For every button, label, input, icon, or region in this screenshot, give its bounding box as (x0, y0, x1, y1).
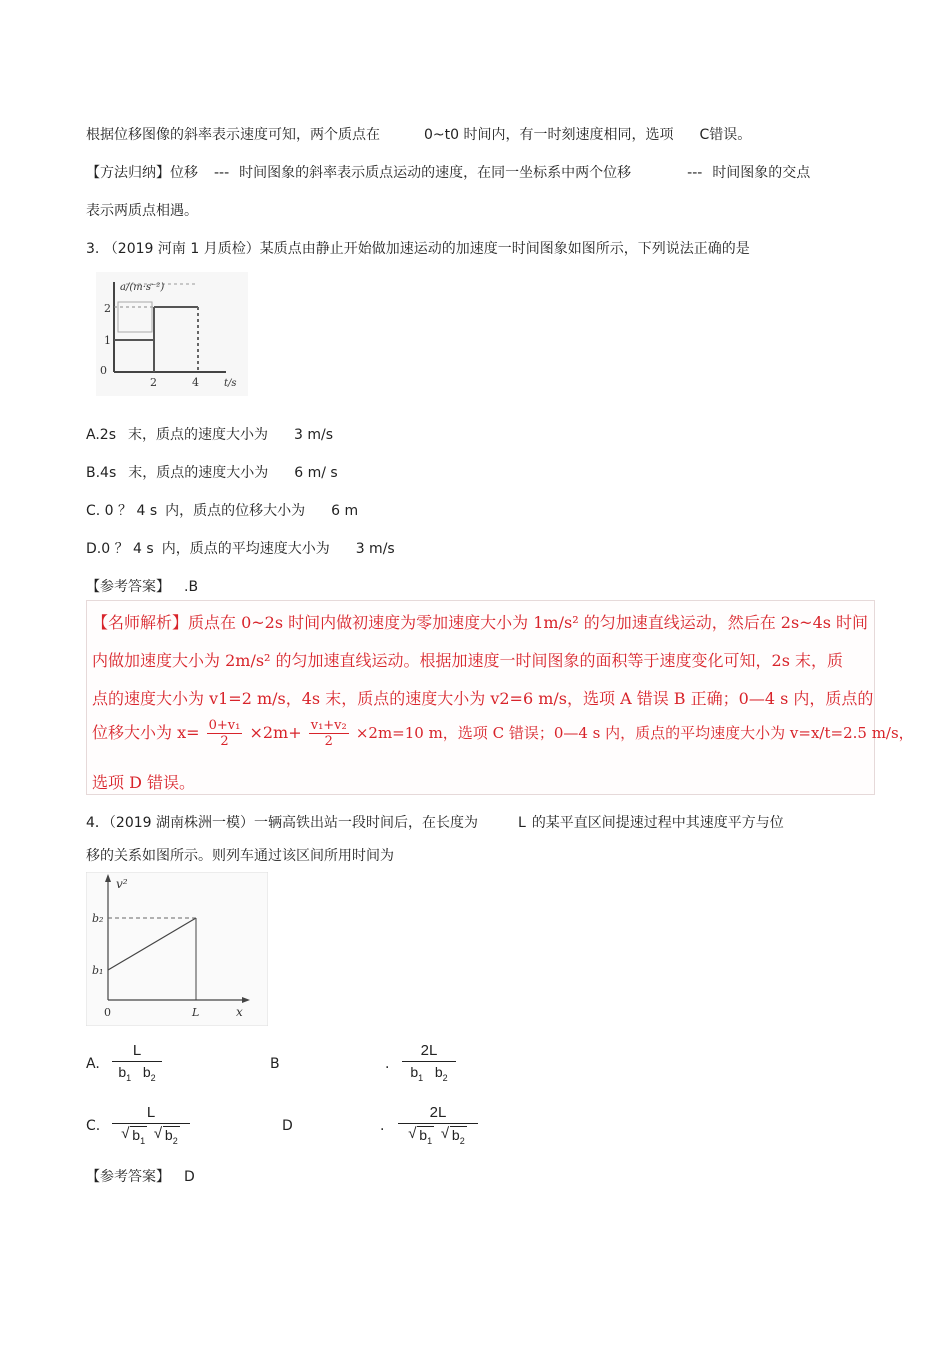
answer-line (86, 1166, 195, 1186)
answer-value: .B (184, 579, 199, 595)
text-segment: --- (214, 165, 230, 181)
option-b-fraction[interactable] (402, 1042, 456, 1083)
option-text: 内，质点的平均速度大小为 (161, 541, 330, 557)
option-value: 6 m (331, 503, 359, 519)
analysis-line (92, 718, 914, 749)
fraction-denominator: 2 (220, 734, 229, 749)
fraction (309, 718, 349, 749)
x-tick-label: 2 (150, 376, 157, 389)
option-label: A. (86, 1056, 100, 1072)
b2-label: b₂ (92, 912, 104, 925)
symbol: b (118, 1064, 127, 1080)
text-segment: --- (687, 165, 703, 181)
symbol: b (451, 1127, 460, 1143)
b1-label: b₁ (92, 964, 104, 977)
L-label: L (192, 1006, 200, 1019)
option-a[interactable] (86, 424, 333, 444)
x-tick-label: 4 (192, 376, 199, 389)
option-label: D.0 ？ 4 s (86, 541, 154, 557)
subscript: 1 (126, 1072, 132, 1083)
option-label: A.2s (86, 427, 116, 443)
fraction-denominator (112, 1062, 162, 1083)
option-b[interactable] (270, 1056, 280, 1072)
option-value: 6 m/ s (294, 465, 338, 481)
fraction-denominator: 2 (324, 734, 333, 749)
question-4-stem (86, 812, 784, 832)
text-line (86, 124, 751, 144)
question-3-stem: 3. （2019 河南 1 月质检）某质点由静止开始做加速运动的加速度一时间图象如图所示，下列说法正确的是 (86, 241, 750, 257)
text-segment: C (699, 127, 710, 143)
text-segment: 错误。 (709, 127, 752, 143)
sqrt-symbol (163, 1126, 180, 1146)
subscript: 2 (172, 1135, 178, 1146)
subscript: 2 (442, 1072, 448, 1083)
symbol: b (132, 1127, 141, 1143)
text-segment: 时间内，有一时刻速度相同，选项 (463, 127, 674, 143)
fraction (207, 718, 243, 749)
analysis-line: 【名师解析】质点在 0~2s 时间内做初速度为零加速度大小为 1m/s² 的匀加速直线运动，然后在 2s~4s 时间 (92, 613, 869, 632)
option-d-dot: . (380, 1118, 385, 1134)
option-c[interactable] (86, 500, 358, 520)
fraction-numerator: L (112, 1042, 162, 1062)
answer-line (86, 576, 198, 596)
fraction-numerator: 2L (402, 1042, 456, 1062)
option-text: 末，质点的速度大小为 (128, 465, 269, 481)
x-axis-label: x (236, 1005, 243, 1019)
y-axis-label: a/(m·s⁻²) (120, 282, 165, 293)
analysis-line: 选项 D 错误。 (92, 773, 196, 792)
text-segment: 4．（2019 湖南株洲一模）一辆高铁出站一段时间后，在长度为 (86, 815, 478, 831)
option-c[interactable] (86, 1118, 100, 1134)
text-segment: 根据位移图像的斜率表示速度可知，两个质点在 (86, 127, 380, 143)
option-d[interactable] (86, 538, 395, 558)
y-axis-label: v² (116, 877, 128, 891)
text-segment: 时间图象的交点 (712, 165, 811, 181)
fraction-denominator (112, 1124, 190, 1146)
y-tick-label: 1 (104, 334, 111, 347)
analysis-segment: ×2m=10 m，选项 C 错误；0—4 s 内，质点的平均速度大小为 v=x/t=2.5 m/s， (355, 724, 914, 742)
x-axis-label: t/s (224, 378, 237, 389)
symbol: b (419, 1127, 428, 1143)
answer-value: D (184, 1169, 195, 1185)
option-label: B.4s (86, 465, 117, 481)
sqrt-symbol (417, 1126, 434, 1146)
subscript: 2 (150, 1072, 156, 1083)
analysis-segment: ×2m+ (249, 723, 302, 742)
fraction-denominator (402, 1062, 456, 1083)
sqrt-symbol (130, 1126, 147, 1146)
option-d[interactable] (282, 1118, 293, 1134)
text-segment: 的某平直区间提速过程中其速度平方与位 (531, 815, 784, 831)
text-segment: 时间图象的斜率表示质点运动的速度，在同一坐标系中两个位移 (239, 165, 632, 181)
option-c-fraction[interactable] (112, 1104, 190, 1146)
subscript: 1 (427, 1135, 433, 1146)
option-label: C. 0 ？ 4 s (86, 503, 158, 519)
answer-label: 【参考答案】 (86, 1169, 170, 1185)
subscript: 2 (459, 1135, 465, 1146)
option-value: 3 m/s (355, 541, 395, 557)
option-a[interactable] (86, 1056, 100, 1072)
analysis-line: 点的速度大小为 v1=2 m/s，4s 末，质点的速度大小为 v2=6 m/s，选项 A 错误 B 正确；0—4 s 内，质点的 (92, 689, 874, 708)
y-tick-label: 2 (104, 302, 111, 315)
text-line: 表示两质点相遇。 (86, 203, 198, 219)
origin-label: 0 (100, 364, 107, 377)
option-text: 末，质点的速度大小为 (127, 427, 268, 443)
option-label: B (270, 1056, 280, 1072)
option-value: 3 m/s (293, 427, 333, 443)
option-d-fraction[interactable] (398, 1104, 478, 1146)
text-segment: 【方法归纳】位移 (86, 165, 198, 181)
analysis-line: 内做加速度大小为 2m/s² 的匀加速直线运动。根据加速度一时间图象的面积等于速度变化可知，2s 末，质 (92, 651, 844, 670)
origin-label: 0 (104, 1006, 111, 1019)
acceleration-time-graph (96, 272, 248, 396)
subscript: 1 (140, 1135, 146, 1146)
subscript: 1 (418, 1072, 424, 1083)
answer-label: 【参考答案】 (86, 579, 170, 595)
text-segment: L (518, 815, 526, 831)
option-label: D (282, 1118, 293, 1134)
text-segment: 0~t0 (424, 127, 460, 143)
fraction-numerator: 0+v₁ (208, 718, 241, 733)
text-line (86, 162, 810, 182)
fraction-numerator: v₁+v₂ (310, 718, 347, 733)
symbol: b (142, 1064, 151, 1080)
symbol: b (410, 1064, 419, 1080)
fraction-numerator: L (112, 1104, 190, 1124)
symbol: b (434, 1064, 443, 1080)
analysis-segment: 位移大小为 x= (92, 723, 200, 742)
question-4-stem-cont: 移的关系如图所示。则列车通过该区间所用时间为 (86, 848, 394, 864)
option-label: C. (86, 1118, 101, 1134)
sqrt-symbol (450, 1126, 467, 1146)
velocity-squared-displacement-graph (86, 872, 268, 1026)
option-b[interactable] (86, 462, 338, 482)
option-a-fraction[interactable] (112, 1042, 162, 1083)
fraction-denominator (398, 1124, 478, 1146)
symbol: b (164, 1127, 173, 1143)
option-text: 内，质点的位移大小为 (165, 503, 306, 519)
option-b-dot: . (385, 1056, 390, 1072)
fraction-numerator: 2L (398, 1104, 478, 1124)
